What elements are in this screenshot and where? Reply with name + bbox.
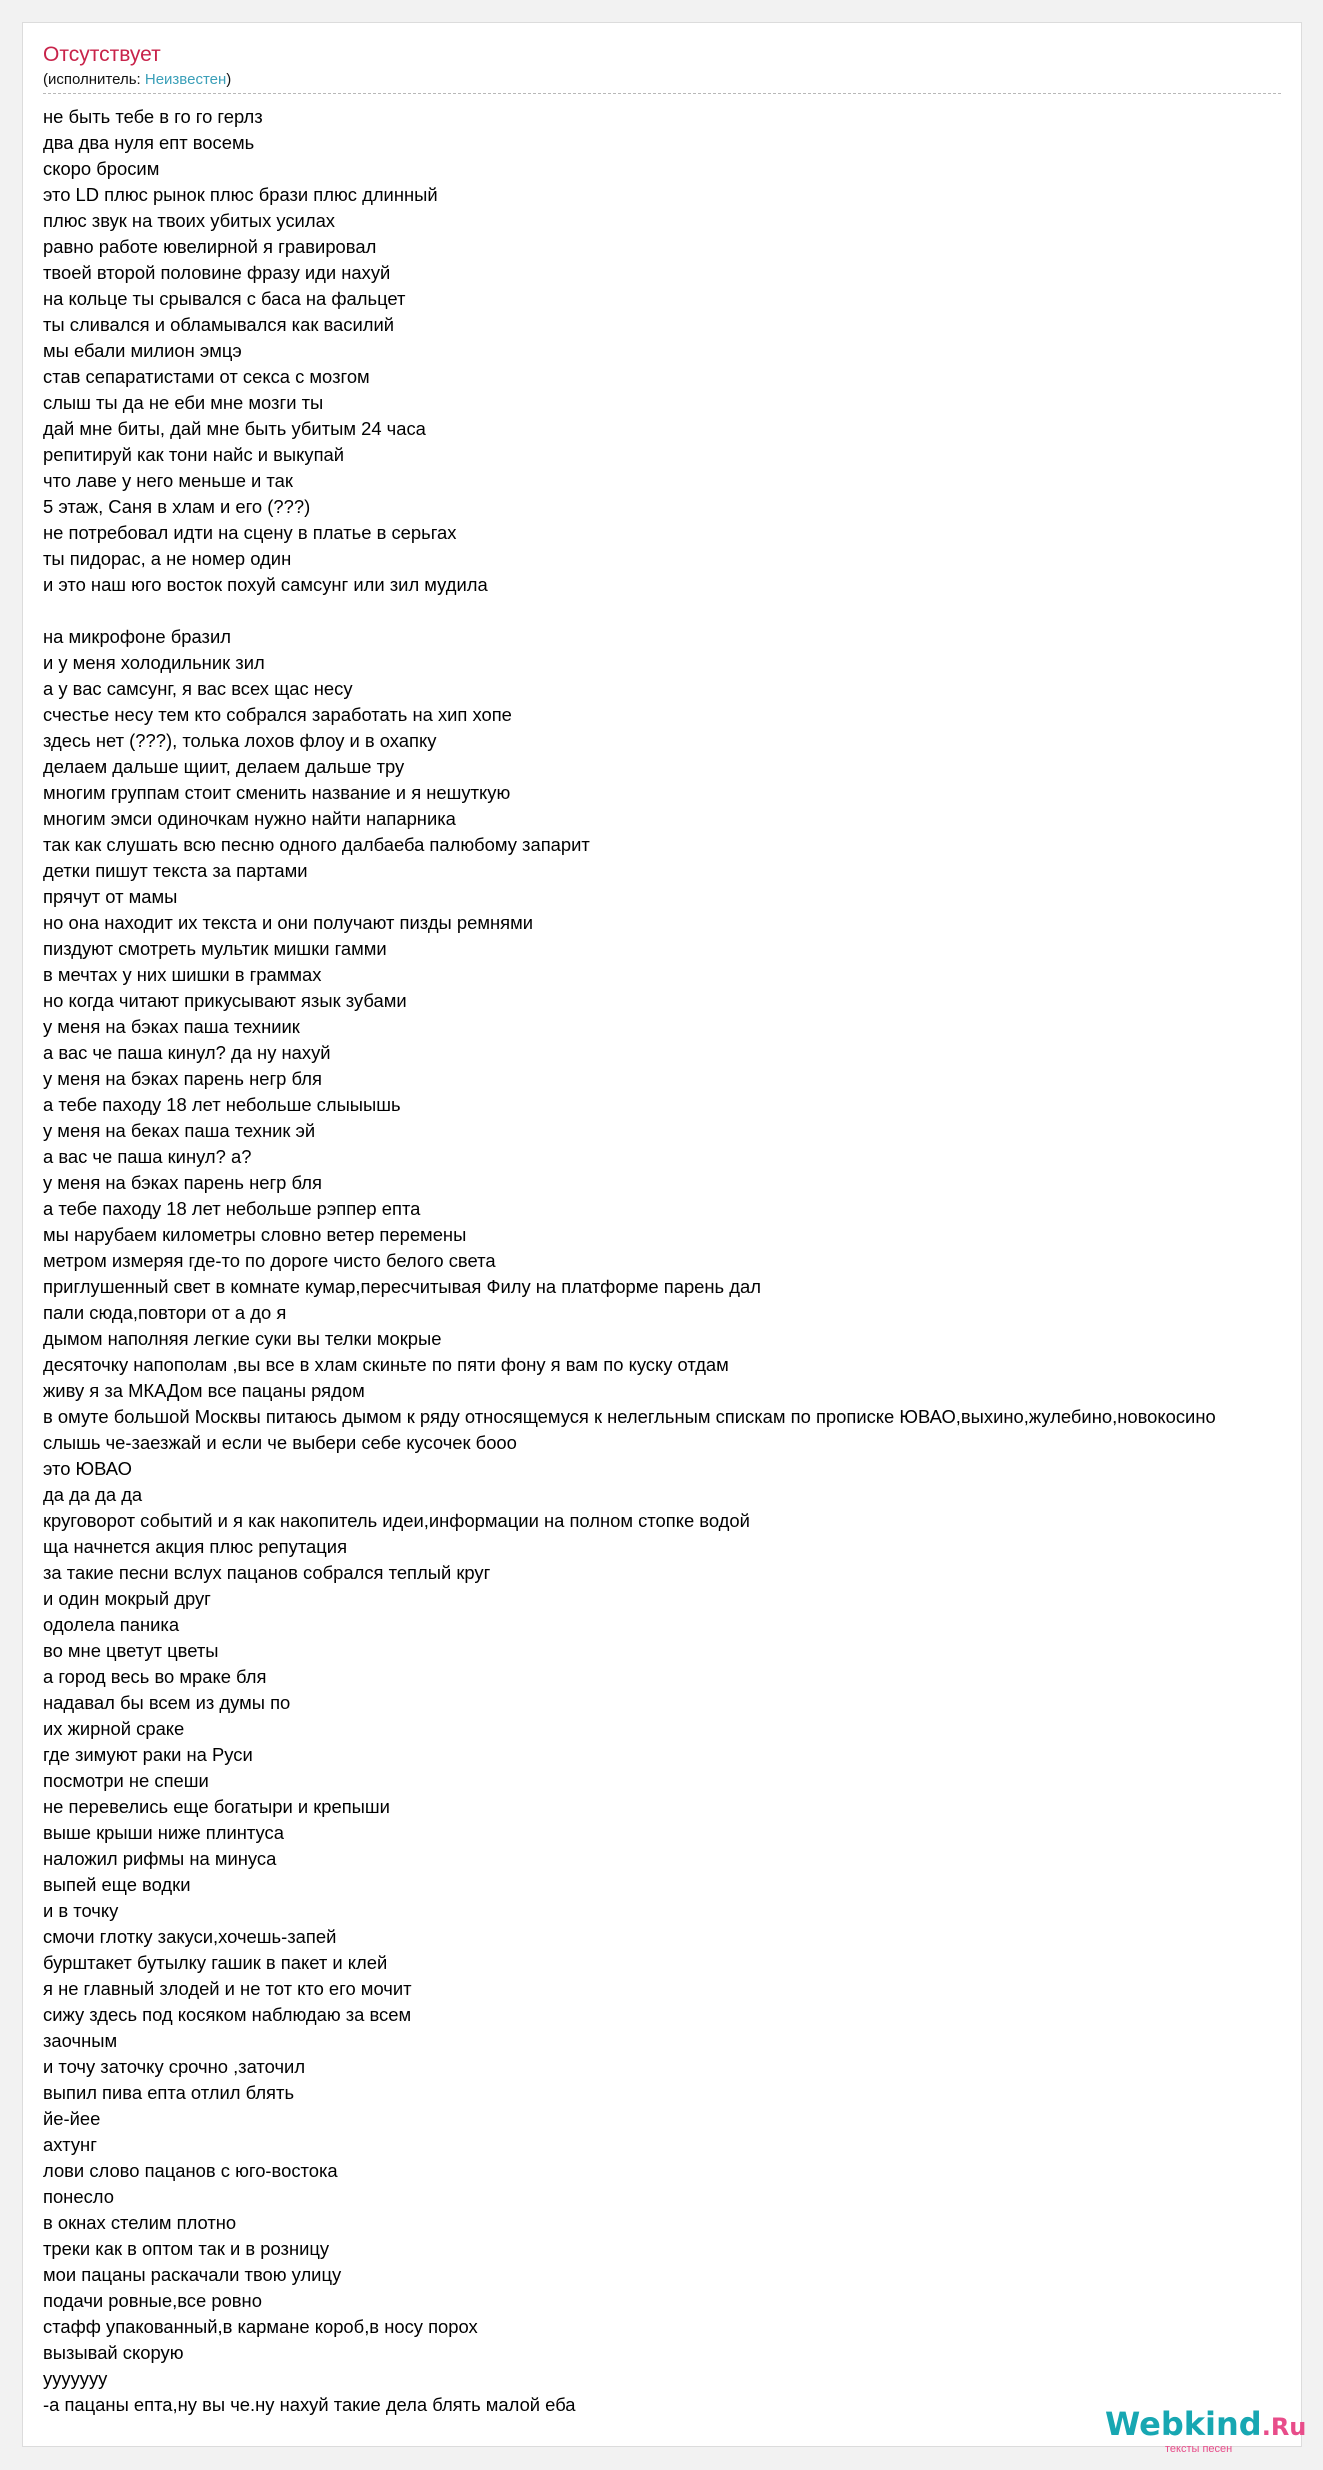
lyric-line: здесь нет (???), толька лохов флоу и в охапку [43, 730, 437, 751]
lyric-line: мы нарубаем километры словно ветер перемены [43, 1224, 467, 1245]
lyric-line: детки пишут текста за партами [43, 860, 308, 881]
lyric-line: ща начнется акция плюс репутация [43, 1536, 348, 1557]
lyric-line: где зимуют раки на Руси [43, 1744, 253, 1765]
lyric-line: и в точку [43, 1900, 119, 1921]
lyric-line: заочным [43, 2030, 118, 2051]
lyric-line [43, 598, 1302, 624]
header-divider [43, 93, 1281, 94]
lyric-line: счестье несу тем кто собрался заработать на хип хопе [43, 704, 512, 725]
lyric-line: и точу заточку срочно ,заточил [43, 2056, 306, 2077]
logo-wordmark [1105, 2405, 1306, 2443]
lyric-line: за такие песни вслух пацанов собрался теплый круг [43, 1562, 491, 1583]
lyric-line: сижу здесь под косяком наблюдаю за всем [43, 2004, 412, 2025]
lyric-line: не потребовал идти на сцену в платье в серьгах [43, 522, 457, 543]
lyric-line: не перевелись еще богатыри и крепыши [43, 1796, 390, 1817]
lyric-line: скоро бросим [43, 158, 160, 179]
lyric-line: вызывай скорую [43, 2342, 184, 2363]
lyrics-block [43, 104, 1302, 2418]
logo-tagline: тексты песен [1165, 2443, 1233, 2455]
lyric-line: -а пацаны епта,ну вы че.ну нахуй такие дела блять малой еба [43, 2394, 576, 2415]
lyric-line: мы ебали милион эмцэ [43, 340, 242, 361]
lyric-line: десяточку напополам ,вы все в хлам скиньте по пяти фону я вам по куску отдам [43, 1354, 729, 1375]
lyric-line: многим группам стоит сменить название и я нешуткую [43, 782, 511, 803]
lyric-line: репитируй как тони найс и выкупай [43, 444, 345, 465]
lyric-line: ты сливался и обламывался как василий [43, 314, 395, 335]
lyric-line: плюс звук на твоих убитых усилах [43, 210, 335, 231]
lyric-line: два два нуля епт восемь [43, 132, 255, 153]
song-card [22, 22, 1302, 2447]
lyric-line: выпил пива епта отлил блять [43, 2082, 295, 2103]
lyric-line: да да да да [43, 1484, 143, 1505]
lyric-line: и у меня холодильник зил [43, 652, 265, 673]
lyric-line: приглушенный свет в комнате кумар,пересчитывая Филу на платформе парень дал [43, 1276, 761, 1297]
lyric-line: бурштакет бутылку гашик в пакет и клей [43, 1952, 388, 1973]
lyric-line: выпей еще водки [43, 1874, 191, 1895]
lyric-line: смочи глотку закуси,хочешь-запей [43, 1926, 337, 1947]
lyric-line: это ЮВАО [43, 1458, 132, 1479]
lyric-line: а вас че паша кинул? да ну нахуй [43, 1042, 331, 1063]
lyric-line: а тебе паходу 18 лет небольше рэппер епта [43, 1198, 421, 1219]
lyric-line: метром измеряя где-то по дороге чисто белого света [43, 1250, 496, 1271]
lyric-line: в мечтах у них шишки в граммах [43, 964, 322, 985]
lyric-line: на микрофоне бразил [43, 626, 231, 647]
lyric-line: а вас че паша кинул? а? [43, 1146, 252, 1167]
lyric-line: а тебе паходу 18 лет небольше слыыышь [43, 1094, 401, 1115]
site-logo[interactable] [1105, 2405, 1307, 2455]
lyric-line: равно работе ювелирной я гравировал [43, 236, 377, 257]
song-title: Отсутствует [43, 43, 161, 66]
artist-prefix: (исполнитель: [43, 71, 145, 88]
lyric-line: надавал бы всем из думы по [43, 1692, 291, 1713]
lyric-line: во мне цветут цветы [43, 1640, 219, 1661]
lyric-line: у меня на бэках парень негр бля [43, 1172, 322, 1193]
lyric-line: у меня на беках паша техник эй [43, 1120, 316, 1141]
lyric-line: твоей второй половине фразу иди нахуй [43, 262, 391, 283]
lyric-line: подачи ровные,все ровно [43, 2290, 262, 2311]
logo-name: Webkind [1105, 2405, 1262, 2443]
lyric-line: я не главный злодей и не тот кто его мочит [43, 1978, 412, 1999]
lyric-line: не быть тебе в го го герлз [43, 106, 263, 127]
lyric-line: а у вас самсунг, я вас всех щас несу [43, 678, 353, 699]
lyric-line: став сепаратистами от секса с мозгом [43, 366, 370, 387]
lyric-line: прячут от мамы [43, 886, 178, 907]
lyric-line: слышь че-заезжай и если че выбери себе кусочек бооо [43, 1432, 517, 1453]
lyric-line: на кольце ты срывался с баса на фальцет [43, 288, 406, 309]
lyric-line: мои пацаны раскачали твою улицу [43, 2264, 342, 2285]
lyric-line: ууууууу [43, 2368, 108, 2389]
lyric-line: и это наш юго восток похуй самсунг или зил мудила [43, 574, 488, 595]
artist-link[interactable]: Неизвестен [144, 71, 227, 88]
lyric-line: йе-йее [43, 2108, 101, 2129]
lyric-line: в омуте большой Москвы питаюсь дымом к ряду относящемуся к нелегльным спискам по прописке ЮВАО,выхино,жулебино,новокосино [43, 1406, 1216, 1427]
lyric-line: их жирной сраке [43, 1718, 185, 1739]
lyric-line: в окнах стелим плотно [43, 2212, 237, 2233]
lyric-line: наложил рифмы на минуса [43, 1848, 277, 1869]
lyric-line: так как слушать всю песню одного далбаеба палюбому запарит [43, 834, 590, 855]
lyric-line: пали сюда,повтори от а до я [43, 1302, 287, 1323]
lyric-line: одолела паника [43, 1614, 180, 1635]
lyric-line: выше крыши ниже плинтуса [43, 1822, 284, 1843]
lyric-line: 5 этаж, Саня в хлам и его (???) [43, 496, 311, 517]
lyric-line: лови слово пацанов с юго-востока [43, 2160, 338, 2181]
lyric-line: но она находит их текста и они получают пизды ремнями [43, 912, 534, 933]
lyric-line: понесло [43, 2186, 114, 2207]
lyric-line: и один мокрый друг [43, 1588, 211, 1609]
lyric-line: живу я за МКАДом все пацаны рядом [43, 1380, 365, 1401]
lyric-line: многим эмси одиночкам нужно найти напарника [43, 808, 456, 829]
lyric-line: посмотри не спеши [43, 1770, 209, 1791]
artist-line [43, 71, 231, 88]
lyric-line: ты пидорас, а не номер один [43, 548, 292, 569]
lyric-line: пиздуют смотреть мультик мишки гамми [43, 938, 387, 959]
lyric-line: ахтунг [43, 2134, 97, 2155]
lyric-line: а город весь во мраке бля [43, 1666, 267, 1687]
lyric-line: что лаве у него меньше и так [43, 470, 293, 491]
lyric-line: круговорот событий и я как накопитель идеи,информации на полном стопке водой [43, 1510, 750, 1531]
lyric-line: слыш ты да не еби мне мозги ты [43, 392, 324, 413]
lyric-line: это LD плюс рынок плюс брази плюс длинный [43, 184, 438, 205]
lyric-line: дай мне биты, дай мне быть убитым 24 часа [43, 418, 426, 439]
lyric-line: но когда читают прикусывают язык зубами [43, 990, 407, 1011]
lyric-line: у меня на бэках парень негр бля [43, 1068, 322, 1089]
artist-suffix: ) [226, 71, 232, 88]
logo-tld: .Ru [1261, 2413, 1307, 2441]
lyric-line: у меня на бэках паша техниик [43, 1016, 300, 1037]
lyric-line: стафф упакованный,в кармане короб,в носу порох [43, 2316, 478, 2337]
lyric-line: треки как в оптом так и в розницу [43, 2238, 330, 2259]
lyric-line: делаем дальше щиит, делаем дальше тру [43, 756, 405, 777]
lyric-line: дымом наполняя легкие суки вы телки мокрые [43, 1328, 442, 1349]
